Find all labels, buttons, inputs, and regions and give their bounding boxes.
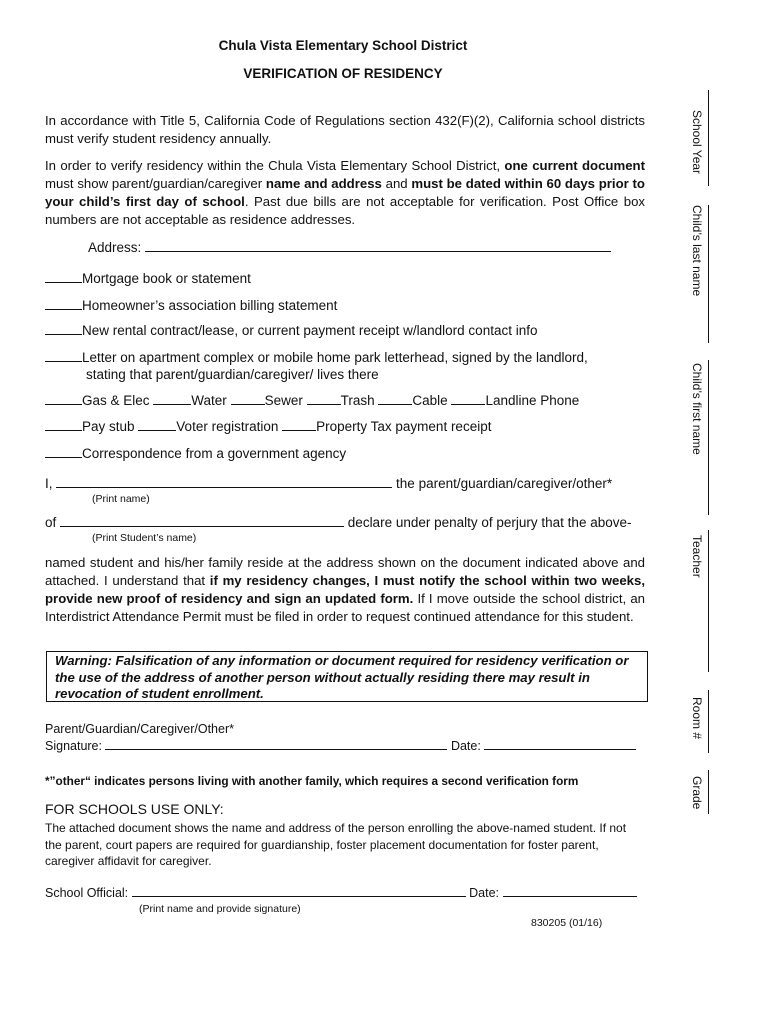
intro-paragraph-1: In accordance with Title 5, California Code of Regulations section 432(F)(2), California school districts must verify student residency annually. bbox=[45, 113, 645, 146]
doc-option-utilities: Gas & Elec Water Sewer Trash Cable Landline Phone bbox=[45, 393, 579, 408]
checkbox-blank[interactable] bbox=[45, 309, 82, 310]
schools-text: The attached document shows the name and address of the person enrolling the above-named student. If not the parent, court papers are required for guardianship, foster placement documentation for foster parent, caregiver affidavit for caregiver. bbox=[45, 821, 627, 868]
school-official-field[interactable] bbox=[132, 896, 466, 897]
checkbox-blank[interactable] bbox=[231, 404, 265, 405]
checkbox-blank[interactable] bbox=[45, 334, 82, 335]
declaration-student-row: of declare under penalty of perjury that the above- bbox=[45, 515, 632, 530]
doc-option-letter: Letter on apartment complex or mobile home park letterhead, signed by the landlord, bbox=[45, 350, 588, 365]
declaration-body: named student and his/her family reside at the address shown on the document indicated above and attached. I understand that if my residency changes, I must notify the school within two weeks, provide new proof of residency and sign an updated form. If I move outside the school district, an Interdistrict Attendance Permit must be filed in order to request continued attendance for this student. bbox=[45, 555, 645, 624]
checkbox-blank[interactable] bbox=[282, 430, 316, 431]
intro-paragraph-2: In order to verify residency within the Chula Vista Elementary School District, one current document must show parent/guardian/caregiver name and address and must be dated within 60 days prior to your child’s first day of school. Past due bills are not acceptable for verification. Post Office box numbers are not acceptable as residence addresses. bbox=[45, 158, 645, 227]
checkbox-blank[interactable] bbox=[138, 430, 176, 431]
address-row bbox=[88, 240, 611, 255]
sidebar-room: Room # bbox=[690, 697, 704, 740]
checkbox-blank[interactable] bbox=[378, 404, 412, 405]
address-field[interactable] bbox=[145, 251, 611, 252]
print-name-caption: (Print name) bbox=[92, 493, 150, 505]
doc-option-letter-cont: stating that parent/guardian/caregiver/ lives there bbox=[86, 367, 379, 382]
sidebar-first-name: Child’s first name bbox=[690, 363, 704, 455]
grade-line bbox=[708, 770, 709, 814]
checkbox-blank[interactable] bbox=[45, 282, 82, 283]
checkbox-blank[interactable] bbox=[451, 404, 485, 405]
signature-field[interactable] bbox=[105, 749, 447, 750]
checkbox-blank[interactable] bbox=[45, 361, 82, 362]
school-official-date-field[interactable] bbox=[503, 896, 637, 897]
address-label: Address: bbox=[88, 240, 142, 255]
signature-date-field[interactable] bbox=[484, 749, 636, 750]
signature-row: Signature: Date: bbox=[45, 739, 636, 753]
doc-option-rental: New rental contract/lease, or current payment receipt w/landlord contact info bbox=[45, 323, 537, 338]
doc-option-pay: Pay stub Voter registration Property Tax payment receipt bbox=[45, 419, 491, 434]
declaration-name-row: I, the parent/guardian/caregiver/other* bbox=[45, 476, 613, 491]
checkbox-blank[interactable] bbox=[307, 404, 341, 405]
sidebar-grade: Grade bbox=[690, 776, 704, 810]
other-note: *”other“ indicates persons living with another family, which requires a second verification form bbox=[45, 774, 579, 788]
student-name-field[interactable] bbox=[60, 526, 344, 527]
checkbox-blank[interactable] bbox=[45, 457, 82, 458]
schools-heading: FOR SCHOOLS USE ONLY: bbox=[45, 801, 224, 817]
room-line bbox=[708, 690, 709, 753]
checkbox-blank[interactable] bbox=[153, 404, 191, 405]
doc-option-mortgage: Mortgage book or statement bbox=[45, 271, 251, 286]
sidebar-last-name: Child’s last name bbox=[690, 205, 704, 297]
checkbox-blank[interactable] bbox=[45, 404, 82, 405]
last-name-line bbox=[708, 205, 709, 343]
warning-box: Warning: Falsification of any information or document required for residency verification or the use of the address of another person without actually residing there may result in revocation of student enrollment. bbox=[46, 651, 648, 702]
form-code: 830205 (01/16) bbox=[531, 917, 603, 929]
teacher-line bbox=[708, 530, 709, 672]
school-official-row: School Official: Date: bbox=[45, 886, 637, 900]
signature-role: Parent/Guardian/Caregiver/Other* bbox=[45, 722, 234, 736]
doc-option-government: Correspondence from a government agency bbox=[45, 446, 346, 461]
school-year-line bbox=[708, 90, 709, 186]
parent-name-field[interactable] bbox=[56, 487, 392, 488]
district-name: Chula Vista Elementary School District bbox=[218, 38, 468, 53]
sidebar-school-year: School Year bbox=[690, 110, 704, 175]
sidebar-teacher: Teacher bbox=[690, 535, 704, 578]
first-name-line bbox=[708, 360, 709, 515]
checkbox-blank[interactable] bbox=[45, 430, 82, 431]
doc-option-hoa: Homeowner’s association billing statement bbox=[45, 298, 337, 313]
print-student-caption: (Print Student’s name) bbox=[92, 532, 197, 544]
print-sign-caption: (Print name and provide signature) bbox=[139, 903, 301, 915]
page-title: VERIFICATION OF RESIDENCY bbox=[243, 66, 443, 81]
